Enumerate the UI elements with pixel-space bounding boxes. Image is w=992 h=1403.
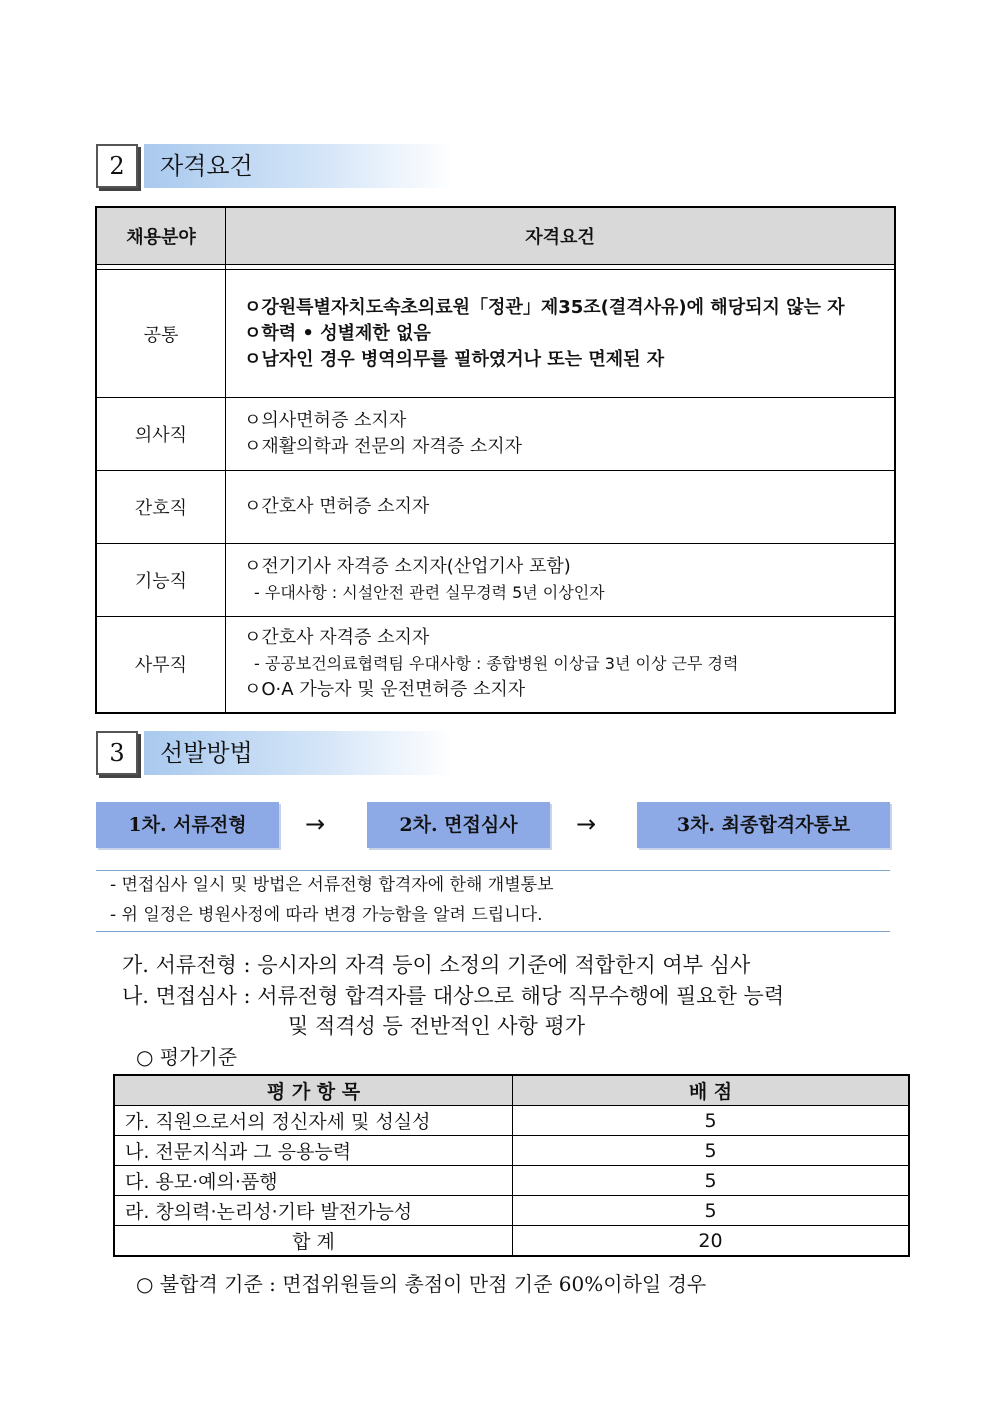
- req-line: ㅇ학력 • 성별제한 없음: [244, 322, 431, 344]
- eval-item: 가. 직원으로서의 정신자세 및 성실성: [114, 1106, 513, 1136]
- table-row: [114, 1196, 909, 1226]
- desc-interview: 나. 면접심사 : 서류전형 합격자를 대상으로 해당 직무수행에 필요한 능력: [122, 984, 785, 1008]
- section-number: 2: [96, 144, 138, 188]
- flow-step-3: 3차. 최종합격자통보: [637, 802, 890, 848]
- requirements-cell: [226, 617, 896, 713]
- table-row: [96, 270, 895, 398]
- flow-step-2: 2차. 면접심사: [367, 802, 550, 848]
- table-row: [96, 398, 895, 471]
- eval-item: 라. 창의력·논리성·기타 발전가능성: [114, 1196, 513, 1226]
- req-sub-line: - 우대사항 : 시설안전 관련 실무경력 5년 이상인자: [254, 583, 605, 602]
- arrow-icon: →: [576, 810, 597, 838]
- section-title: 선발방법: [144, 731, 454, 775]
- total-score: 20: [513, 1226, 910, 1257]
- req-line: ㅇ의사면허증 소지자: [244, 410, 407, 431]
- header-item: 평 가 항 목: [114, 1075, 513, 1106]
- eval-item: 나. 전문지식과 그 응용능력: [114, 1136, 513, 1166]
- desc-interview-cont: 및 적격성 등 전반적인 사항 평가: [288, 1014, 586, 1038]
- table-row: [114, 1106, 909, 1136]
- requirements-cell: [226, 398, 896, 471]
- req-line: ㅇO·A 가능자 및 운전면허증 소지자: [244, 679, 526, 701]
- section-3-header: [96, 731, 456, 777]
- total-label: 합 계: [114, 1226, 513, 1257]
- req-line: ㅇ간호사 면허증 소지자: [244, 496, 430, 517]
- table-total-row: [114, 1226, 909, 1257]
- field-cell: 기능직: [96, 544, 226, 617]
- table-row: [114, 1136, 909, 1166]
- req-line: ㅇ간호사 자격증 소지자: [244, 627, 430, 649]
- table-header-row: [114, 1075, 909, 1106]
- field-cell: 간호직: [96, 471, 226, 544]
- table-header-row: [96, 207, 895, 265]
- requirements-cell: [226, 544, 896, 617]
- eval-score: 5: [513, 1106, 910, 1136]
- field-cell: 사무직: [96, 617, 226, 713]
- header-field: 채용분야: [96, 207, 226, 265]
- eval-item: 다. 용모·예의·품행: [114, 1166, 513, 1196]
- req-line: ㅇ전기기사 자격증 소지자(산업기사 포함): [244, 556, 571, 577]
- table-row: [114, 1166, 909, 1196]
- evaluation-table: [113, 1074, 910, 1257]
- eval-score: 5: [513, 1136, 910, 1166]
- section-title: 자격요건: [144, 144, 454, 188]
- section-2-header: [96, 144, 456, 190]
- fail-criteria: ○ 불합격 기준 : 면접위원들의 총점이 만점 기준 60%이하일 경우: [136, 1272, 707, 1296]
- requirements-cell: [226, 471, 896, 544]
- req-line: ㅇ강원특별자치도속초의료원「정관」제35조(결격사유)에 해당되지 않는 자: [244, 296, 845, 318]
- field-cell: 의사직: [96, 398, 226, 471]
- req-line: ㅇ남자인 경우 병역의무를 필하였거나 또는 면제된 자: [244, 348, 665, 370]
- header-requirements: 자격요건: [226, 207, 896, 265]
- req-sub-line: - 공공보건의료협력팀 우대사항 : 종합병원 이상급 3년 이상 근무 경력: [254, 654, 739, 674]
- table-row: [96, 544, 895, 617]
- req-line: ㅇ재활의학과 전문의 자격증 소지자: [244, 436, 522, 457]
- flow-step-1: 1차. 서류전형: [96, 802, 279, 848]
- arrow-icon: →: [305, 810, 326, 838]
- eval-score: 5: [513, 1166, 910, 1196]
- field-cell: 공통: [96, 270, 226, 398]
- table-row: [96, 617, 895, 713]
- header-score: 배 점: [513, 1075, 910, 1106]
- section-number: 3: [96, 731, 138, 775]
- desc-document-screening: 가. 서류전형 : 응시자의 자격 등이 소정의 기준에 적합한지 여부 심사: [122, 953, 751, 977]
- requirements-cell: [226, 270, 896, 398]
- requirements-table: [95, 206, 896, 714]
- eval-criteria-label: ○ 평가기준: [136, 1045, 238, 1069]
- table-row: [96, 471, 895, 544]
- note-line: - 위 일정은 병원사정에 따라 변경 가능함을 알려 드립니다.: [110, 905, 543, 925]
- note-line: - 면접심사 일시 및 방법은 서류전형 합격자에 한해 개별통보: [110, 875, 554, 895]
- notes-box: [96, 870, 890, 932]
- eval-score: 5: [513, 1196, 910, 1226]
